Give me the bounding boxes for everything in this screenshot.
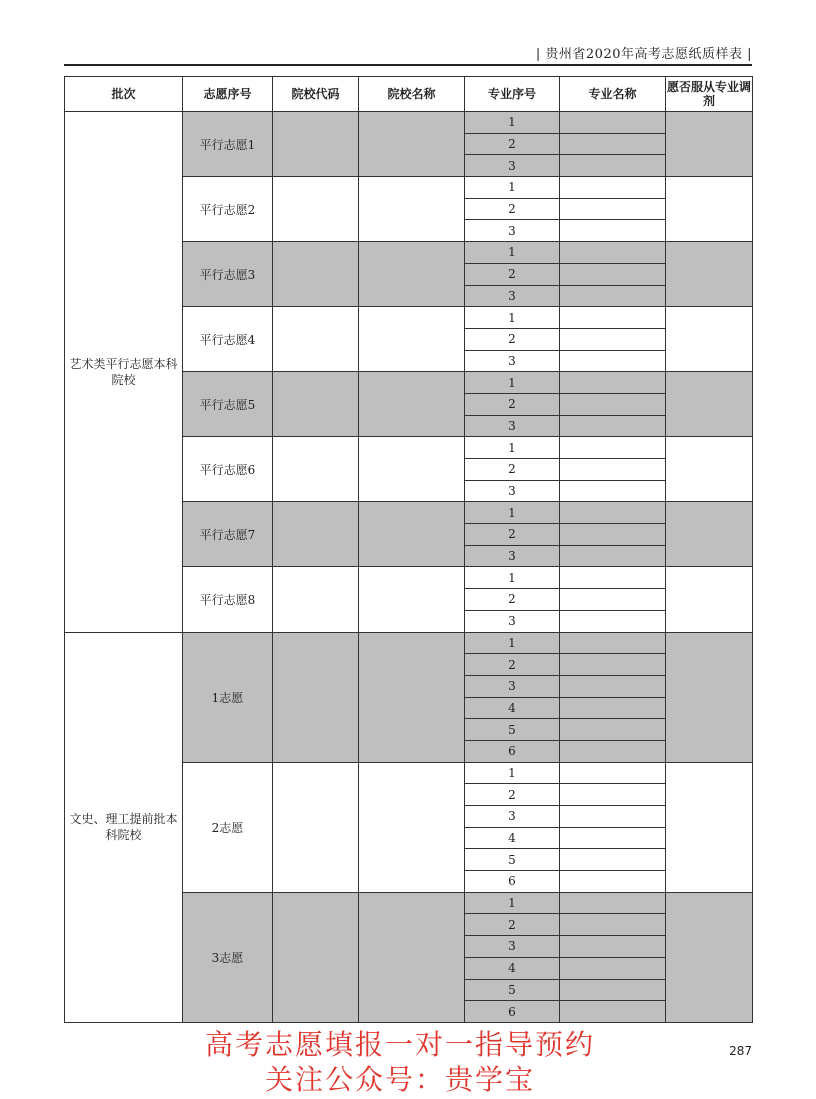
major-number-cell: 5 [465, 719, 560, 741]
accept-adjustment-field[interactable] [666, 372, 753, 437]
major-name-field[interactable] [560, 112, 666, 134]
school-name-field[interactable] [359, 567, 465, 632]
choice-label-cell: 平行志愿4 [183, 307, 273, 372]
major-number-cell: 6 [465, 1001, 560, 1023]
column-header-school-name: 院校名称 [359, 77, 465, 112]
column-header-accept-adjustment: 愿否服从专业调剂 [666, 77, 753, 112]
major-name-field[interactable] [560, 871, 666, 893]
accept-adjustment-field[interactable] [666, 632, 753, 762]
school-name-field[interactable] [359, 437, 465, 502]
major-name-field[interactable] [560, 697, 666, 719]
school-name-field[interactable] [359, 372, 465, 437]
major-number-cell: 3 [465, 285, 560, 307]
major-name-field[interactable] [560, 220, 666, 242]
choice-label-cell: 平行志愿8 [183, 567, 273, 632]
major-name-field[interactable] [560, 936, 666, 958]
major-name-field[interactable] [560, 567, 666, 589]
major-number-cell: 3 [465, 806, 560, 828]
major-name-field[interactable] [560, 762, 666, 784]
major-name-field[interactable] [560, 242, 666, 264]
major-name-field[interactable] [560, 632, 666, 654]
major-name-field[interactable] [560, 545, 666, 567]
major-number-cell: 1 [465, 177, 560, 199]
major-name-field[interactable] [560, 437, 666, 459]
major-name-field[interactable] [560, 285, 666, 307]
major-name-field[interactable] [560, 1001, 666, 1023]
major-number-cell: 3 [465, 350, 560, 372]
major-name-field[interactable] [560, 133, 666, 155]
major-number-cell: 5 [465, 849, 560, 871]
school-code-field[interactable] [273, 892, 359, 1022]
choice-label-cell: 平行志愿5 [183, 372, 273, 437]
major-number-cell: 3 [465, 480, 560, 502]
choice-label-cell: 平行志愿7 [183, 502, 273, 567]
choice-label-cell: 1志愿 [183, 632, 273, 762]
school-code-field[interactable] [273, 437, 359, 502]
application-form-table [64, 76, 753, 1023]
major-number-cell: 2 [465, 198, 560, 220]
choice-label-cell: 平行志愿2 [183, 177, 273, 242]
choice-label-cell: 3志愿 [183, 892, 273, 1022]
major-number-cell: 3 [465, 610, 560, 632]
major-number-cell: 3 [465, 545, 560, 567]
major-number-cell: 3 [465, 675, 560, 697]
major-number-cell: 1 [465, 437, 560, 459]
column-header-school-code: 院校代码 [273, 77, 359, 112]
major-number-cell: 1 [465, 762, 560, 784]
major-name-field[interactable] [560, 350, 666, 372]
major-number-cell: 2 [465, 133, 560, 155]
major-name-field[interactable] [560, 914, 666, 936]
major-number-cell: 3 [465, 415, 560, 437]
school-code-field[interactable] [273, 567, 359, 632]
table-row [65, 112, 753, 134]
major-number-cell: 5 [465, 979, 560, 1001]
major-number-cell: 4 [465, 697, 560, 719]
choice-label-cell: 平行志愿3 [183, 242, 273, 307]
column-header-choice-number: 志愿序号 [183, 77, 273, 112]
choice-label-cell: 2志愿 [183, 762, 273, 892]
major-name-field[interactable] [560, 719, 666, 741]
major-number-cell: 4 [465, 957, 560, 979]
major-name-field[interactable] [560, 610, 666, 632]
school-code-field[interactable] [273, 307, 359, 372]
accept-adjustment-field[interactable] [666, 567, 753, 632]
major-name-field[interactable] [560, 177, 666, 199]
major-name-field[interactable] [560, 263, 666, 285]
page-header-title: | 贵州省2020年高考志愿纸质样表 | [535, 47, 752, 62]
major-name-field[interactable] [560, 849, 666, 871]
column-header-batch: 批次 [65, 77, 183, 112]
major-number-cell: 2 [465, 459, 560, 481]
school-code-field[interactable] [273, 502, 359, 567]
accept-adjustment-field[interactable] [666, 307, 753, 372]
watermark-line-2: 关注公众号：贵学宝 [264, 1063, 535, 1096]
major-name-field[interactable] [560, 307, 666, 329]
school-name-field[interactable] [359, 632, 465, 762]
major-number-cell: 2 [465, 393, 560, 415]
school-code-field[interactable] [273, 762, 359, 892]
major-number-cell: 1 [465, 502, 560, 524]
major-name-field[interactable] [560, 892, 666, 914]
accept-adjustment-field[interactable] [666, 242, 753, 307]
accept-adjustment-field[interactable] [666, 502, 753, 567]
major-name-field[interactable] [560, 806, 666, 828]
major-name-field[interactable] [560, 415, 666, 437]
major-name-field[interactable] [560, 524, 666, 546]
school-name-field[interactable] [359, 307, 465, 372]
choice-label-cell: 平行志愿6 [183, 437, 273, 502]
table-header-row [65, 77, 753, 112]
major-number-cell: 3 [465, 936, 560, 958]
major-name-field[interactable] [560, 589, 666, 611]
school-code-field[interactable] [273, 112, 359, 177]
major-number-cell: 2 [465, 328, 560, 350]
table-body [65, 112, 753, 1023]
major-number-cell: 1 [465, 112, 560, 134]
major-name-field[interactable] [560, 784, 666, 806]
school-code-field[interactable] [273, 242, 359, 307]
major-number-cell: 6 [465, 740, 560, 762]
major-number-cell: 6 [465, 871, 560, 893]
major-name-field[interactable] [560, 328, 666, 350]
major-name-field[interactable] [560, 372, 666, 394]
major-name-field[interactable] [560, 827, 666, 849]
major-number-cell: 2 [465, 524, 560, 546]
major-number-cell: 2 [465, 263, 560, 285]
major-number-cell: 1 [465, 632, 560, 654]
major-number-cell: 2 [465, 654, 560, 676]
major-number-cell: 2 [465, 589, 560, 611]
batch-name-cell: 文史、理工提前批本科院校 [65, 632, 183, 1022]
major-name-field[interactable] [560, 393, 666, 415]
major-number-cell: 1 [465, 307, 560, 329]
accept-adjustment-field[interactable] [666, 112, 753, 177]
major-name-field[interactable] [560, 675, 666, 697]
page-number: 287 [729, 1044, 752, 1058]
major-number-cell: 1 [465, 892, 560, 914]
major-number-cell: 1 [465, 567, 560, 589]
school-name-field[interactable] [359, 762, 465, 892]
school-code-field[interactable] [273, 177, 359, 242]
school-code-field[interactable] [273, 632, 359, 762]
school-name-field[interactable] [359, 177, 465, 242]
table-row [65, 632, 753, 654]
major-number-cell: 2 [465, 784, 560, 806]
school-code-field[interactable] [273, 372, 359, 437]
batch-name-cell: 艺术类平行志愿本科院校 [65, 112, 183, 633]
major-name-field[interactable] [560, 198, 666, 220]
major-number-cell: 2 [465, 914, 560, 936]
major-name-field[interactable] [560, 155, 666, 177]
major-name-field[interactable] [560, 654, 666, 676]
major-number-cell: 1 [465, 242, 560, 264]
header-rule [64, 64, 752, 66]
school-name-field[interactable] [359, 892, 465, 1022]
major-number-cell: 3 [465, 155, 560, 177]
major-number-cell: 3 [465, 220, 560, 242]
column-header-major-number: 专业序号 [465, 77, 560, 112]
major-name-field[interactable] [560, 459, 666, 481]
major-number-cell: 1 [465, 372, 560, 394]
accept-adjustment-field[interactable] [666, 892, 753, 1022]
major-name-field[interactable] [560, 480, 666, 502]
watermark-line-1: 高考志愿填报一对一指导预约 [204, 1028, 595, 1061]
school-name-field[interactable] [359, 502, 465, 567]
choice-label-cell: 平行志愿1 [183, 112, 273, 177]
accept-adjustment-field[interactable] [666, 177, 753, 242]
school-name-field[interactable] [359, 112, 465, 177]
accept-adjustment-field[interactable] [666, 437, 753, 502]
major-name-field[interactable] [560, 502, 666, 524]
major-name-field[interactable] [560, 957, 666, 979]
major-number-cell: 4 [465, 827, 560, 849]
column-header-major-name: 专业名称 [560, 77, 666, 112]
accept-adjustment-field[interactable] [666, 762, 753, 892]
school-name-field[interactable] [359, 242, 465, 307]
major-name-field[interactable] [560, 740, 666, 762]
major-name-field[interactable] [560, 979, 666, 1001]
